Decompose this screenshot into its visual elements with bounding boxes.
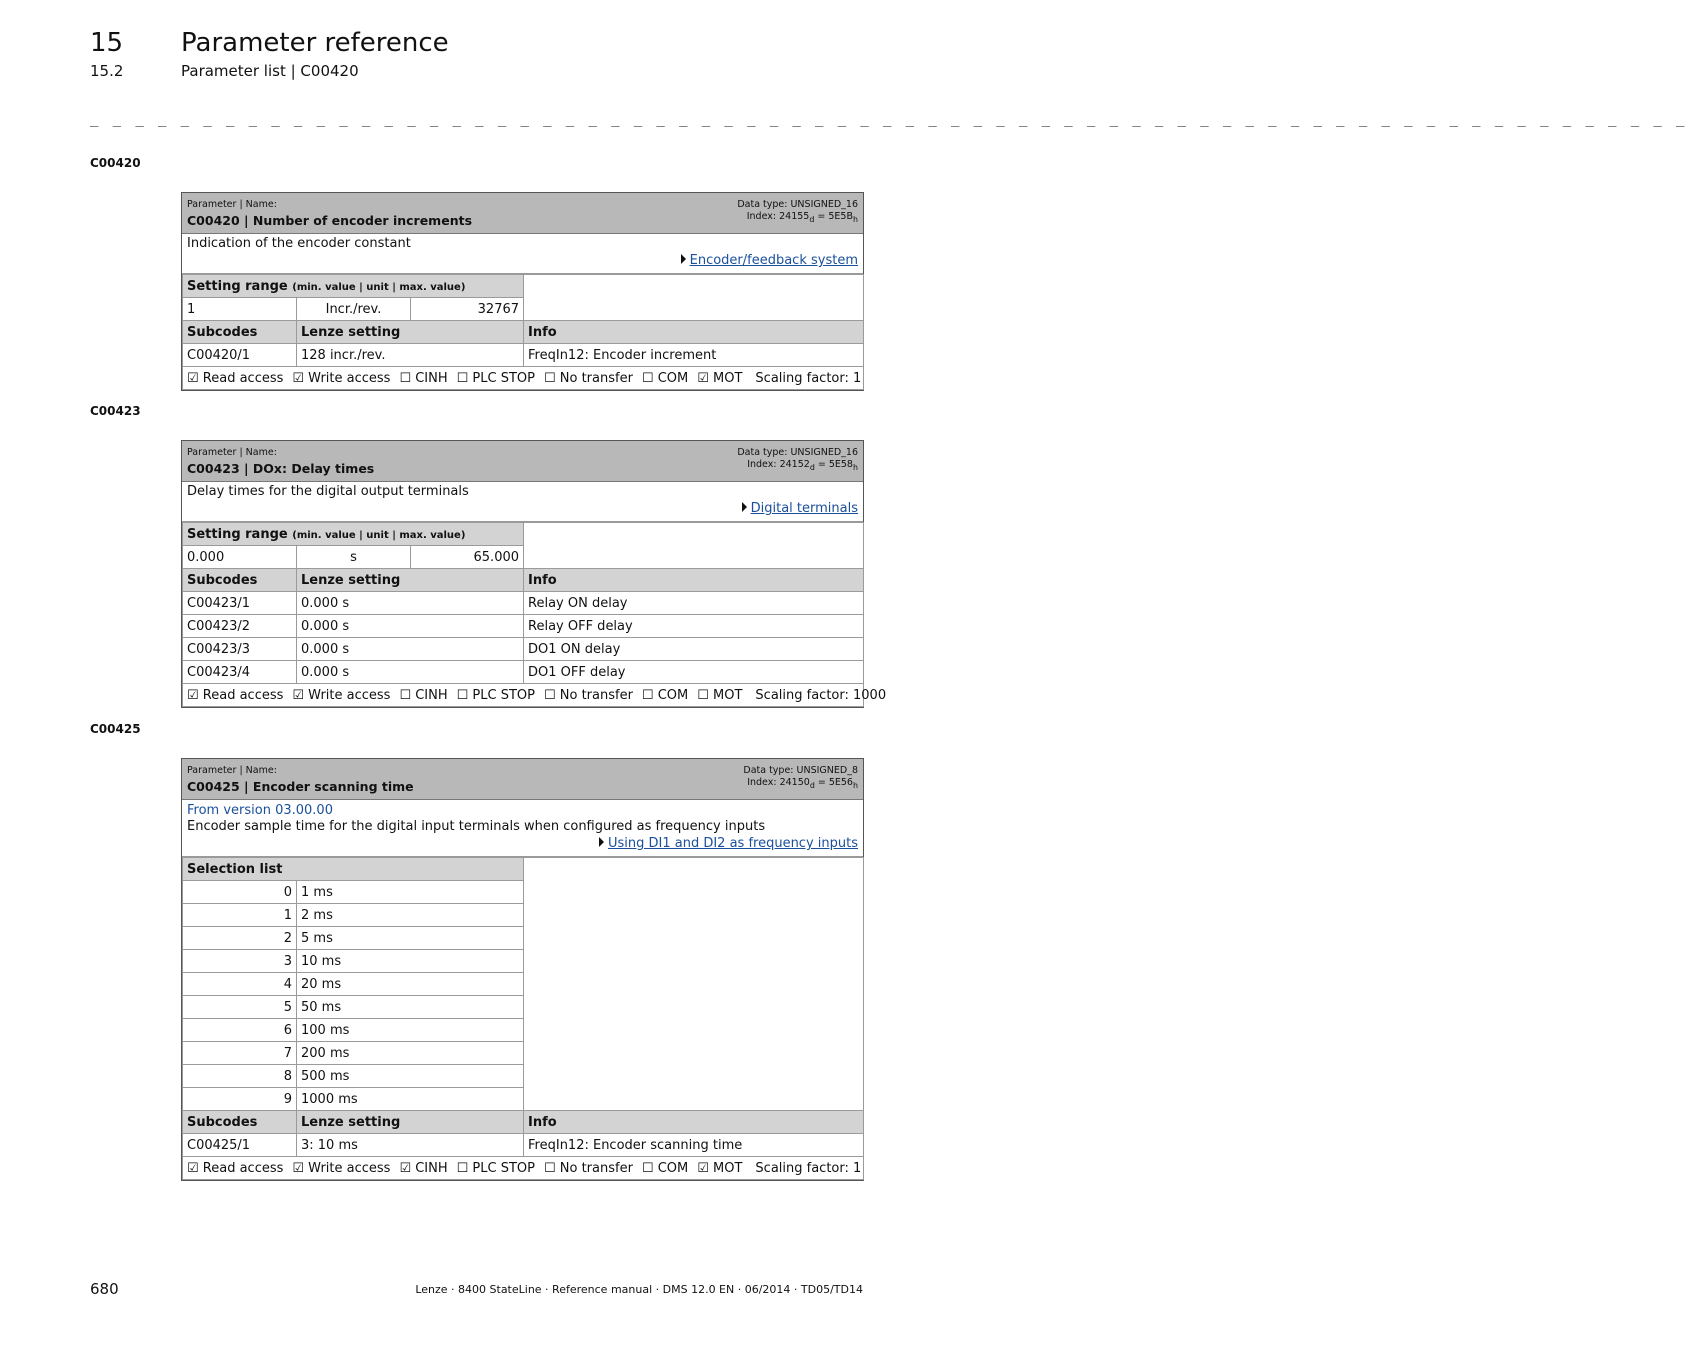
section-label-c00425: C00425 bbox=[90, 722, 141, 736]
section-label-c00420: C00420 bbox=[90, 156, 141, 170]
chapter-number: 15 bbox=[90, 28, 124, 58]
selection-value: 1 bbox=[183, 904, 297, 927]
access-flags: ☑ Read access ☑ Write access ☐ CINH ☐ PLC STOP ☐ No transfer ☐ COM ☐ MOT Scaling factor: 1000 bbox=[183, 684, 864, 707]
arrow-right-icon bbox=[681, 254, 686, 264]
selection-value: 8 bbox=[183, 1065, 297, 1088]
info: FreqIn12: Encoder increment bbox=[524, 344, 864, 367]
subcode: C00423/4 bbox=[183, 661, 297, 684]
param-table-c00425 bbox=[181, 758, 864, 1181]
param-name-label: Parameter | Name: bbox=[187, 765, 277, 776]
param-header bbox=[182, 193, 863, 234]
param-index: Index: $24155_d = 5E5B_h$ bbox=[746, 211, 858, 224]
selection-list-header: Selection list bbox=[183, 858, 524, 881]
data-type: Data type: UNSIGNED_16 bbox=[737, 199, 858, 210]
range-min: 0.000 bbox=[183, 546, 297, 569]
param-description-block bbox=[182, 800, 863, 857]
chapter-title: Parameter reference bbox=[181, 28, 449, 58]
param-grid bbox=[182, 522, 887, 707]
selection-blank bbox=[524, 858, 864, 1111]
param-table-c00423 bbox=[181, 440, 887, 708]
arrow-right-icon bbox=[599, 837, 604, 847]
setting-range-header: Setting range (min. value | unit | max. value) bbox=[183, 275, 524, 298]
table-row bbox=[183, 638, 864, 661]
range-unit: s bbox=[297, 546, 411, 569]
param-header bbox=[182, 441, 863, 482]
range-min: 1 bbox=[183, 298, 297, 321]
info-header: Info bbox=[524, 569, 864, 592]
table-row bbox=[183, 615, 864, 638]
selection-label: 1 ms bbox=[297, 881, 524, 904]
lenze-setting-header: Lenze setting bbox=[297, 1111, 524, 1134]
selection-value: 5 bbox=[183, 996, 297, 1019]
selection-value: 9 bbox=[183, 1088, 297, 1111]
selection-label: 100 ms bbox=[297, 1019, 524, 1042]
param-description: Indication of the encoder constant bbox=[187, 236, 411, 251]
param-title: C00420 | Number of encoder increments bbox=[187, 213, 473, 228]
selection-label: 10 ms bbox=[297, 950, 524, 973]
section-label-c00423: C00423 bbox=[90, 404, 141, 418]
param-grid bbox=[182, 274, 864, 390]
link-encoder-feedback-system[interactable]: Encoder/feedback system bbox=[681, 253, 858, 268]
link-digital-terminals[interactable]: Digital terminals bbox=[742, 501, 858, 516]
selection-label: 200 ms bbox=[297, 1042, 524, 1065]
version-note: From version 03.00.00 bbox=[187, 803, 333, 818]
lenze-setting: 128 incr./rev. bbox=[297, 344, 524, 367]
info-header: Info bbox=[524, 321, 864, 344]
range-blank bbox=[524, 275, 864, 321]
info: FreqIn12: Encoder scanning time bbox=[524, 1134, 864, 1157]
selection-value: 0 bbox=[183, 881, 297, 904]
header-rule: _ _ _ _ _ _ _ _ _ _ _ _ _ _ _ _ _ _ _ _ _ _ _ _ _ _ _ _ _ _ _ _ _ _ _ _ _ _ _ _ _ _ _ _ _ _ _ _ _ _ _ _ _ _ _ _ _ _ _ _ _ _ _ _ _ _ _ _ _ _ _ bbox=[90, 111, 1687, 127]
selection-label: 1000 ms bbox=[297, 1088, 524, 1111]
setting-range-header: Setting range (min. value | unit | max. value) bbox=[183, 523, 524, 546]
subcodes-header: Subcodes bbox=[183, 1111, 297, 1134]
data-type: Data type: UNSIGNED_8 bbox=[743, 765, 858, 776]
access-flags: ☑ Read access ☑ Write access ☑ CINH ☐ PLC STOP ☐ No transfer ☐ COM ☑ MOT Scaling factor: 1 bbox=[183, 1157, 864, 1180]
link-frequency-inputs[interactable]: Using DI1 and DI2 as frequency inputs bbox=[599, 836, 858, 851]
lenze-setting: 0.000 s bbox=[297, 638, 524, 661]
subcode: C00423/2 bbox=[183, 615, 297, 638]
lenze-setting: 3: 10 ms bbox=[297, 1134, 524, 1157]
subcode: C00425/1 bbox=[183, 1134, 297, 1157]
param-grid bbox=[182, 857, 864, 1180]
param-description-block bbox=[182, 234, 863, 274]
param-name-label: Parameter | Name: bbox=[187, 447, 277, 458]
range-max: 65.000 bbox=[411, 546, 524, 569]
param-index: Index: $24152_d = 5E58_h$ bbox=[747, 459, 858, 472]
lenze-setting: 0.000 s bbox=[297, 615, 524, 638]
param-table-c00420 bbox=[181, 192, 864, 391]
table-row bbox=[183, 661, 864, 684]
arrow-right-icon bbox=[742, 502, 747, 512]
info: DO1 ON delay bbox=[524, 638, 864, 661]
footer-text: Lenze · 8400 StateLine · Reference manual · DMS 12.0 EN · 06/2014 · TD05/TD14 bbox=[415, 1283, 863, 1296]
subcode: C00423/1 bbox=[183, 592, 297, 615]
table-row bbox=[183, 592, 864, 615]
selection-label: 5 ms bbox=[297, 927, 524, 950]
param-name-label: Parameter | Name: bbox=[187, 199, 277, 210]
data-type: Data type: UNSIGNED_16 bbox=[737, 447, 858, 458]
info: Relay ON delay bbox=[524, 592, 864, 615]
param-description: Delay times for the digital output terminals bbox=[187, 484, 469, 499]
range-unit: Incr./rev. bbox=[297, 298, 411, 321]
selection-value: 2 bbox=[183, 927, 297, 950]
lenze-setting-header: Lenze setting bbox=[297, 569, 524, 592]
table-row bbox=[183, 344, 864, 367]
range-max: 32767 bbox=[411, 298, 524, 321]
page-number: 680 bbox=[90, 1280, 119, 1298]
selection-label: 500 ms bbox=[297, 1065, 524, 1088]
lenze-setting: 0.000 s bbox=[297, 592, 524, 615]
access-flags: ☑ Read access ☑ Write access ☐ CINH ☐ PLC STOP ☐ No transfer ☐ COM ☑ MOT Scaling factor: 1 bbox=[183, 367, 864, 390]
info: DO1 OFF delay bbox=[524, 661, 864, 684]
subcode: C00420/1 bbox=[183, 344, 297, 367]
lenze-setting-header: Lenze setting bbox=[297, 321, 524, 344]
selection-label: 20 ms bbox=[297, 973, 524, 996]
selection-value: 3 bbox=[183, 950, 297, 973]
subcodes-header: Subcodes bbox=[183, 569, 297, 592]
selection-label: 50 ms bbox=[297, 996, 524, 1019]
subcode: C00423/3 bbox=[183, 638, 297, 661]
info: Relay OFF delay bbox=[524, 615, 864, 638]
param-description-block bbox=[182, 482, 863, 522]
param-description: Encoder sample time for the digital input terminals when configured as frequency inputs bbox=[187, 819, 766, 834]
param-title: C00423 | DOx: Delay times bbox=[187, 461, 375, 476]
selection-label: 2 ms bbox=[297, 904, 524, 927]
selection-value: 7 bbox=[183, 1042, 297, 1065]
lenze-setting: 0.000 s bbox=[297, 661, 524, 684]
section-title: Parameter list | C00420 bbox=[181, 62, 359, 80]
selection-value: 4 bbox=[183, 973, 297, 996]
param-index: Index: $24150_d = 5E56_h$ bbox=[747, 777, 858, 790]
range-blank bbox=[524, 523, 864, 569]
selection-value: 6 bbox=[183, 1019, 297, 1042]
param-header bbox=[182, 759, 863, 800]
table-row bbox=[183, 1134, 864, 1157]
info-header: Info bbox=[524, 1111, 864, 1134]
section-number: 15.2 bbox=[90, 62, 124, 80]
subcodes-header: Subcodes bbox=[183, 321, 297, 344]
param-title: C00425 | Encoder scanning time bbox=[187, 779, 414, 794]
